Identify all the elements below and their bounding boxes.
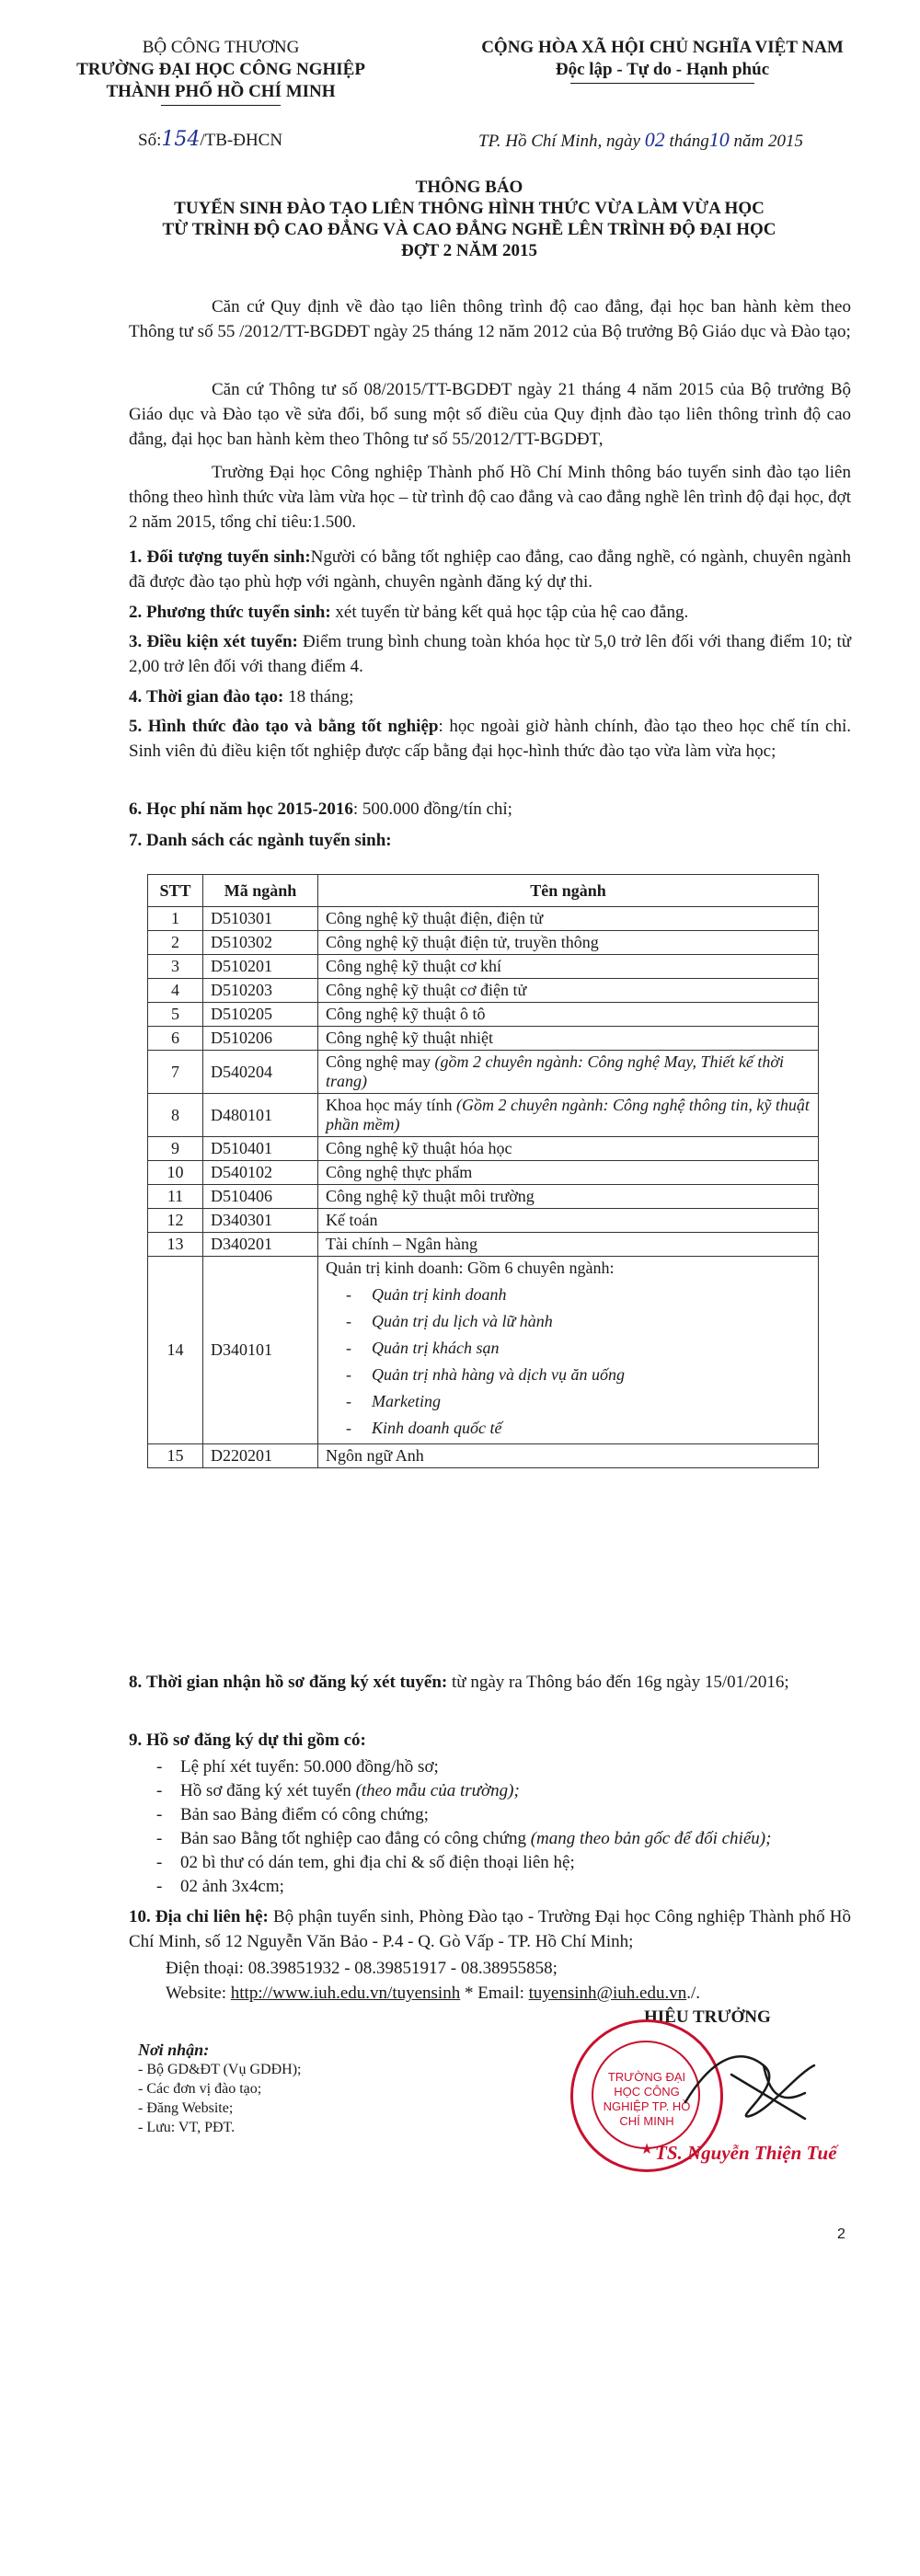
row-name: Quản trị kinh doanh: Gồm 6 chuyên ngành: xyxy=(326,1259,615,1277)
recipient-item: - Đăng Website; xyxy=(138,2100,234,2116)
specialization-item: - Marketing xyxy=(326,1388,811,1415)
row-note: (gồm 2 chuyên ngành: Công nghệ May, Thiết kế thời trang) xyxy=(326,1052,785,1090)
row-stt: 6 xyxy=(148,1027,203,1051)
row-name: Công nghệ may xyxy=(326,1052,431,1071)
row-name-cell xyxy=(318,1027,819,1051)
row-name-cell xyxy=(318,1257,819,1444)
email-link[interactable]: tuyensinh@iuh.edu.vn xyxy=(528,1984,687,2003)
handwritten-day: 02 xyxy=(644,128,665,151)
page-number: 2 xyxy=(837,2226,845,2242)
section-4: 4. Thời gian đào tạo: 18 tháng; xyxy=(129,687,354,707)
national-block xyxy=(442,37,883,84)
row-code: D540204 xyxy=(203,1051,318,1094)
specialization-item: - Quản trị du lịch và lữ hành xyxy=(326,1308,811,1335)
document-item: - Lệ phí xét tuyển: 50.000 đồng/hồ sơ; xyxy=(129,1755,865,1779)
recipients-title: Nơi nhận: xyxy=(138,2041,210,2059)
university-city: THÀNH PHỐ HỒ CHÍ MINH xyxy=(106,82,336,101)
row-code: D340101 xyxy=(203,1257,318,1444)
row-name: Tài chính – Ngân hàng xyxy=(326,1235,477,1253)
row-name: Khoa học máy tính xyxy=(326,1096,453,1114)
section-3-text: Điểm trung bình chung toàn khóa học từ 5,0 trở lên đối với thang điểm 10; từ 2,00 trở lên đối với thang điểm 4. xyxy=(129,632,852,676)
table-row xyxy=(148,1094,819,1137)
table-row xyxy=(148,907,819,931)
title-line-2: TUYỂN SINH ĐÀO TẠO LIÊN THÔNG HÌNH THỨC VỪA LÀM VỪA HỌC xyxy=(174,199,765,218)
table-row-15 xyxy=(148,1444,819,1468)
row-name: Công nghệ kỹ thuật cơ khí xyxy=(326,957,501,975)
row-code: D340201 xyxy=(203,1233,318,1257)
majors-table xyxy=(147,874,819,1468)
specialization-item: - Kinh doanh quốc tế xyxy=(326,1415,811,1442)
row-stt: 13 xyxy=(148,1233,203,1257)
table-row xyxy=(148,1185,819,1209)
table-row xyxy=(148,931,819,955)
row-name-cell xyxy=(318,1161,819,1185)
table-row xyxy=(148,1233,819,1257)
specialization-item: - Quản trị nhà hàng và dịch vụ ăn uống xyxy=(326,1362,811,1388)
specialization-list xyxy=(326,1282,811,1442)
row-name-cell xyxy=(318,931,819,955)
row-stt: 14 xyxy=(148,1257,203,1444)
table-row xyxy=(148,1027,819,1051)
row-name: Công nghệ thực phẩm xyxy=(326,1163,473,1181)
row-name: Công nghệ kỹ thuật cơ điện tử xyxy=(326,981,527,999)
preamble-paragraph-1: Căn cứ Quy định về đào tạo liên thông trình độ cao đẳng, đại học ban hành kèm theo Thông tư số 55 /2012/TT-BGDĐT ngày 25 tháng 12 năm 2012 của Bộ trưởng Bộ Giáo dục và Đào tạo; xyxy=(129,297,851,341)
document-item: - Bản sao Bằng tốt nghiệp cao đẳng có công chứng (mang theo bản gốc để đối chiếu); xyxy=(129,1827,865,1851)
row-stt: 1 xyxy=(148,907,203,931)
row-code: D510302 xyxy=(203,931,318,955)
row-name-cell xyxy=(318,979,819,1003)
row-name-cell xyxy=(318,1137,819,1161)
section-10: 10. Địa chỉ liên hệ: Bộ phận tuyển sinh, Phòng Đào tạo - Trường Đại học Công nghiệp Thành phố Hồ Chí Minh, số 12 Nguyễn Văn Bảo - P.4 - Q. Gò Vấp - TP. Hồ Chí Minh; xyxy=(129,1907,852,1951)
recipient-item: - Các đơn vị đào tạo; xyxy=(138,2081,262,2097)
section-7-label: Danh sách các ngành tuyển sinh: xyxy=(146,831,392,850)
section-2-text: xét tuyển từ bảng kết quả học tập của hệ cao đẳng. xyxy=(330,603,689,622)
ministry-name: BỘ CÔNG THƯƠNG xyxy=(142,38,300,57)
row-code: D510301 xyxy=(203,907,318,931)
row-name-cell xyxy=(318,955,819,979)
row-code: D510401 xyxy=(203,1137,318,1161)
row-note: (Gồm 2 chuyên ngành: Công nghệ thông tin, kỹ thuật phần mềm) xyxy=(326,1096,810,1133)
country-name: CỘNG HÒA XÃ HỘI CHỦ NGHĨA VIỆT NAM xyxy=(481,38,844,57)
section-6-label: Học phí năm học 2015-2016 xyxy=(146,799,353,819)
preamble-paragraph-3: Trường Đại học Công nghiệp Thành phố Hồ Chí Minh thông báo tuyển sinh đào tạo liên thông theo hình thức vừa làm vừa học – từ trình độ cao đẳng và cao đẳng nghề lên trình độ đại học, đợt 2 năm 2015, tổng chỉ tiêu:1.500. xyxy=(129,463,851,532)
org-block xyxy=(74,37,368,106)
section-8-label: Thời gian nhận hồ sơ đăng ký xét tuyển: xyxy=(146,1673,448,1692)
section-5: 5. Hình thức đào tạo và bằng tốt nghiệp: học ngoài giờ hành chính, đào tạo theo học chế tín chỉ. Sinh viên đủ điều kiện tốt nghiệp được cấp bằng đại học-hình thức đào tạo vừa làm vừa học; xyxy=(129,717,852,761)
section-2: 2. Phương thức tuyển sinh: xét tuyển từ bảng kết quả học tập của hệ cao đẳng. xyxy=(129,603,689,622)
row-name: Công nghệ kỹ thuật nhiệt xyxy=(326,1029,493,1047)
row-code: D510406 xyxy=(203,1185,318,1209)
row-name-cell xyxy=(318,1094,819,1137)
row-name: Kế toán xyxy=(326,1211,378,1229)
section-2-label: Phương thức tuyển sinh: xyxy=(146,603,331,622)
row-stt: 9 xyxy=(148,1137,203,1161)
document-title xyxy=(74,177,865,261)
website-link[interactable]: http://www.iuh.edu.vn/tuyensinh xyxy=(230,1984,461,2003)
section-4-label: Thời gian đào tạo: xyxy=(146,687,284,707)
table-row xyxy=(148,955,819,979)
title-line-3: TỪ TRÌNH ĐỘ CAO ĐẲNG VÀ CAO ĐẲNG NGHỀ LÊN TRÌNH ĐỘ ĐẠI HỌC xyxy=(162,220,776,239)
section-8: 8. Thời gian nhận hồ sơ đăng ký xét tuyển: từ ngày ra Thông báo đến 16g ngày 15/01/2016; xyxy=(129,1673,789,1692)
document-item: - Hồ sơ đăng ký xét tuyển (theo mẫu của trường); xyxy=(129,1779,865,1803)
section-10-text: Bộ phận tuyển sinh, Phòng Đào tạo - Trường Đại học Công nghiệp Thành phố Hồ Chí Minh, số 12 Nguyễn Văn Bảo - P.4 - Q. Gò Vấp - TP. Hồ Chí Minh; xyxy=(129,1907,852,1951)
row-stt: 4 xyxy=(148,979,203,1003)
row-name-cell xyxy=(318,1185,819,1209)
document-number: Số:154/TB-ĐHCN xyxy=(138,128,283,151)
section-1-text: Người có bằng tốt nghiệp cao đẳng, cao đẳng nghề, có ngành, chuyên ngành đã được đào tạo phù hợp với ngành, chuyên ngành đăng ký dự thi. xyxy=(129,547,851,592)
row-name: Công nghệ kỹ thuật môi trường xyxy=(326,1187,535,1205)
signer-name: TS. Nguyễn Thiện Tuế xyxy=(655,2142,837,2164)
recipient-item: - Lưu: VT, PĐT. xyxy=(138,2120,236,2135)
row-stt: 7 xyxy=(148,1051,203,1094)
section-6-text: : 500.000 đồng/tín chỉ; xyxy=(352,799,512,819)
row-name-cell xyxy=(318,1233,819,1257)
row-name: Công nghệ kỹ thuật điện, điện tử xyxy=(326,909,544,927)
section-4-text: 18 tháng; xyxy=(283,687,354,707)
section-7: 7. Danh sách các ngành tuyển sinh: xyxy=(129,831,392,850)
section-9-label: Hồ sơ đăng ký dự thi gồm có: xyxy=(146,1731,366,1750)
recipient-item: - Bộ GD&ĐT (Vụ GDĐH); xyxy=(138,2062,302,2077)
row-code: D480101 xyxy=(203,1094,318,1137)
section-3: 3. Điều kiện xét tuyển: Điểm trung bình chung toàn khóa học từ 5,0 trở lên đối với thang điểm 10; từ 2,00 trở lên đối với thang điểm 4. xyxy=(129,632,852,676)
row-name-cell xyxy=(318,1003,819,1027)
signer-title: HIỆU TRƯỞNG xyxy=(644,2007,771,2027)
section-1: 1. Đối tượng tuyển sinh:Người có bằng tốt nghiệp cao đẳng, cao đẳng nghề, có ngành, chuyên ngành đã được đào tạo phù hợp với ngành, chuyên ngành đăng ký dự thi. xyxy=(129,547,851,592)
row-name-cell xyxy=(318,1051,819,1094)
header-name: Tên ngành xyxy=(318,875,819,907)
specialization-item: - Quản trị kinh doanh xyxy=(326,1282,811,1308)
section-5-text: : học ngoài giờ hành chính, đào tạo theo học chế tín chỉ. Sinh viên đủ điều kiện tốt nghiệp được cấp bằng đại học-hình thức đào tạo vừa làm vừa học; xyxy=(129,717,852,761)
seal-text: TRƯỜNG ĐẠI HỌC CÔNG NGHIỆP TP. HỒ CHÍ MINH xyxy=(603,2070,691,2128)
row-code: D510203 xyxy=(203,979,318,1003)
row-code: D220201 xyxy=(203,1444,318,1468)
row-code: D510201 xyxy=(203,955,318,979)
row-code: D510205 xyxy=(203,1003,318,1027)
section-10-label: Địa chỉ liên hệ: xyxy=(155,1907,269,1926)
document-item: - 02 ảnh 3x4cm; xyxy=(129,1875,865,1899)
preamble-paragraph-2: Căn cứ Thông tư số 08/2015/TT-BGDĐT ngày 21 tháng 4 năm 2015 của Bộ trưởng Bộ Giáo dục và Đào tạo về sửa đổi, bổ sung một số điều của Quy định đào tạo liên thông trình độ cao đẳng, đại học ban hành kèm theo Thông tư số 55/2012/TT-BGDĐT, xyxy=(129,380,851,449)
row-code: D340301 xyxy=(203,1209,318,1233)
handwritten-number: 154 xyxy=(161,128,201,151)
university-name: TRƯỜNG ĐẠI HỌC CÔNG NGHIỆP xyxy=(76,60,365,79)
recipients-block xyxy=(138,2041,432,2137)
org-underline xyxy=(161,105,281,106)
row-name: Công nghệ kỹ thuật ô tô xyxy=(326,1005,486,1023)
row-name: Công nghệ kỹ thuật hóa học xyxy=(326,1139,512,1157)
section-8-text: từ ngày ra Thông báo đến 16g ngày 15/01/2016; xyxy=(447,1673,789,1692)
row-stt: 2 xyxy=(148,931,203,955)
seal-star-icon: ★ xyxy=(639,2142,654,2157)
table-header-row xyxy=(148,875,819,907)
handwritten-month: 10 xyxy=(708,128,730,151)
section-3-label: Điều kiện xét tuyển: xyxy=(146,632,298,651)
required-documents-list xyxy=(129,1755,865,1899)
row-stt: 3 xyxy=(148,955,203,979)
contact-phone: Điện thoại: 08.39851932 - 08.39851917 - 08.38955858; xyxy=(166,1959,558,1978)
title-notice: THÔNG BÁO xyxy=(415,178,523,197)
handwritten-signature xyxy=(676,2038,842,2139)
row-code: D510206 xyxy=(203,1027,318,1051)
table-row xyxy=(148,1137,819,1161)
table-row xyxy=(148,979,819,1003)
header-stt: STT xyxy=(148,875,203,907)
contact-web-email: Website: http://www.iuh.edu.vn/tuyensinh * Email: tuyensinh@iuh.edu.vn./. xyxy=(166,1984,700,2003)
document-date: TP. Hồ Chí Minh, ngày 02 tháng10 năm 2015 xyxy=(478,128,803,151)
section-5-label: Hình thức đào tạo và bằng tốt nghiệp xyxy=(147,717,439,736)
document-item: - Bản sao Bảng điểm có công chứng; xyxy=(129,1803,865,1827)
row-stt: 15 xyxy=(148,1444,203,1468)
row-name: Ngôn ngữ Anh xyxy=(318,1444,819,1468)
header-code: Mã ngành xyxy=(203,875,318,907)
table-row xyxy=(148,1003,819,1027)
section-1-label: Đối tượng tuyển sinh: xyxy=(146,547,311,567)
row-stt: 11 xyxy=(148,1185,203,1209)
table-row xyxy=(148,1209,819,1233)
document-item: - 02 bì thư có dán tem, ghi địa chỉ & số điện thoại liên hệ; xyxy=(129,1851,865,1875)
table-row-14 xyxy=(148,1257,819,1444)
motto-underline xyxy=(570,83,754,84)
row-name-cell xyxy=(318,1209,819,1233)
specialization-item: - Quản trị khách sạn xyxy=(326,1335,811,1362)
row-stt: 12 xyxy=(148,1209,203,1233)
table-row xyxy=(148,1161,819,1185)
row-name-cell xyxy=(318,907,819,931)
table-row xyxy=(148,1051,819,1094)
title-line-4: ĐỢT 2 NĂM 2015 xyxy=(401,241,537,260)
row-name: Công nghệ kỹ thuật điện tử, truyền thông xyxy=(326,933,599,951)
row-code: D540102 xyxy=(203,1161,318,1185)
row-stt: 8 xyxy=(148,1094,203,1137)
section-9: 9. Hồ sơ đăng ký dự thi gồm có: xyxy=(129,1731,366,1750)
national-motto: Độc lập - Tự do - Hạnh phúc xyxy=(555,60,770,79)
row-stt: 5 xyxy=(148,1003,203,1027)
row-stt: 10 xyxy=(148,1161,203,1185)
section-6: 6. Học phí năm học 2015-2016: 500.000 đồng/tín chỉ; xyxy=(129,799,512,819)
